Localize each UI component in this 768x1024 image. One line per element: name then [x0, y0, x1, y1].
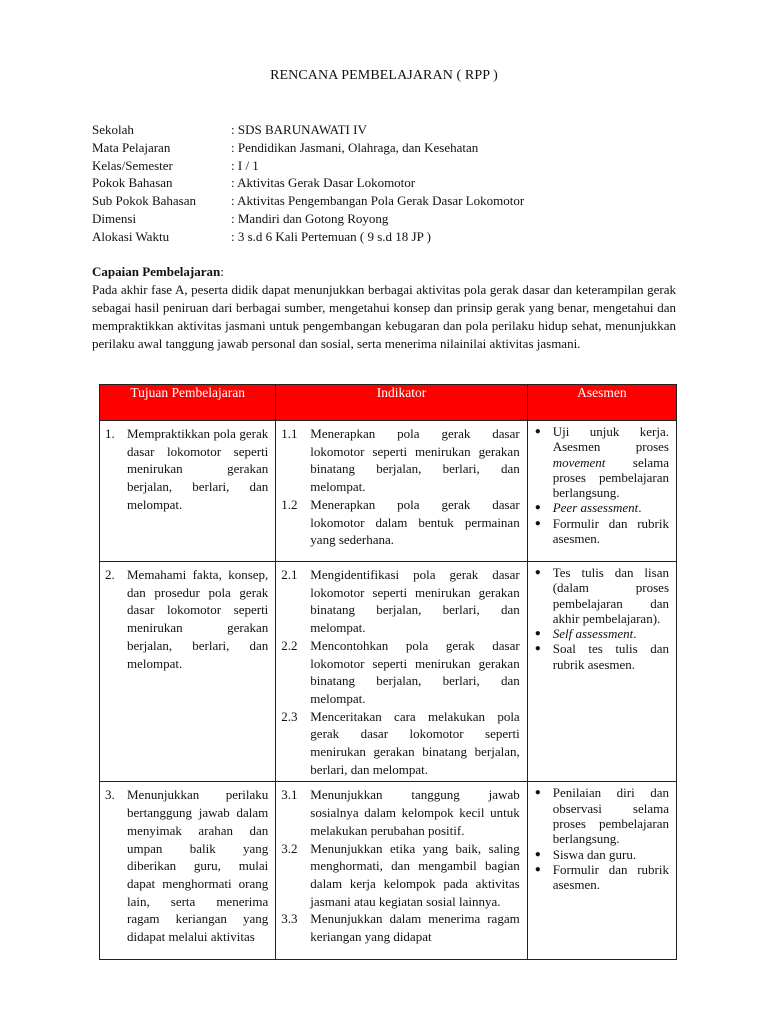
info-label: Sekolah	[92, 122, 134, 137]
asesmen-cell	[527, 782, 676, 960]
indicator-number: 1.2	[281, 496, 298, 512]
info-row-time	[92, 228, 692, 246]
asesmen-text: Soal tes tulis dan rubrik asesmen.	[552, 641, 669, 672]
info-row-subtopic	[92, 192, 692, 210]
indicator-text: Menerapkan pola gerak dasar lokomotor seperti menirukan gerakan binatang berjalan, berlari, dan melompat.	[310, 426, 520, 495]
info-label: Alokasi Waktu	[92, 228, 170, 244]
indicator-number: 2.1	[281, 567, 298, 582]
asesmen-italic: Self assessment	[552, 626, 634, 642]
row-number: 2.	[105, 567, 115, 582]
indicator-text: Menunjukkan etika yang baik, saling menghormati, dan mengambil bagian dalam kerja kelompok pada aktivitas jasmani atau kegiatan sosial lainnya.	[310, 840, 520, 909]
asesmen-text: .	[638, 500, 642, 516]
header-asesmen: Asesmen	[527, 385, 676, 421]
list-item	[281, 786, 519, 839]
list-item	[535, 424, 669, 500]
table-row	[100, 562, 677, 782]
info-value: : Pendidikan Jasmani, Olahraga, dan Kesehatan	[231, 139, 479, 155]
table-row	[100, 421, 677, 562]
bullet-icon: ●	[534, 567, 541, 578]
info-value: : Aktivitas Pengembangan Pola Gerak Dasar Lokomotor	[231, 193, 525, 209]
indicator-number: 3.3	[281, 911, 298, 927]
info-row-topic	[92, 174, 692, 192]
info-value: : Mandiri dan Gotong Royong	[231, 210, 389, 226]
lesson-plan-table	[99, 384, 677, 960]
learning-outcome-heading: Capaian Pembelajaran	[92, 264, 221, 279]
indicator-text: Menerapkan pola gerak dasar lokomotor dalam bentuk permainan yang sederhana.	[310, 496, 520, 548]
asesmen-italic: movement	[552, 454, 606, 470]
bullet-icon: ●	[534, 643, 541, 655]
bullet-icon: ●	[534, 502, 541, 514]
list-item	[281, 566, 519, 637]
list-item	[281, 708, 519, 779]
info-row-school	[92, 121, 692, 139]
list-item	[535, 500, 669, 515]
bullet-icon: ●	[534, 848, 541, 860]
info-row-subject	[92, 139, 692, 157]
tujuan-text: Memahami fakta, konsep, dan prosedur pola gerak dasar lokomotor seperti menirukan gerakan berjalan, berlari, dan melompat.	[127, 567, 269, 671]
info-row-class	[92, 157, 692, 175]
tujuan-cell	[100, 782, 276, 960]
list-item	[281, 637, 519, 708]
row-number: 1.	[105, 426, 115, 441]
asesmen-text: .	[633, 626, 637, 642]
info-label: Kelas/Semester	[92, 157, 173, 173]
list-item	[535, 862, 669, 893]
indikator-cell	[276, 782, 527, 960]
info-value: : SDS BARUNAWATI IV	[231, 122, 367, 137]
asesmen-italic: Peer assessment	[552, 500, 639, 516]
tujuan-text: Mempraktikkan pola gerak dasar lokomotor seperti menirukan gerakan berjalan, berlari, dan melompat.	[127, 426, 269, 512]
list-item	[281, 840, 519, 911]
info-label: Pokok Bahasan	[92, 175, 173, 191]
asesmen-text: Penilaian diri dan observasi selama proses pembelajaran berlangsung.	[552, 785, 669, 847]
learning-outcome-section	[92, 263, 676, 353]
header-indikator: Indikator	[276, 385, 527, 421]
learning-outcome-text: Pada akhir fase A, peserta didik dapat menunjukkan berbagai aktivitas pola gerak dasar dan keterampilan gerak sebagai hasil peniruan dari berbagai sumber, mengetahui konsep dan prinsip gerak yang benar, mengetahui dan mempraktikkan aktivitas jasmani untuk pengembangan kebugaran dan pola perilaku hidup sehat, menunjukkan perilaku awal tanggung jawab personal dan sosial, serta menerima nilainilai aktivitas jasmani.	[92, 282, 676, 351]
info-value: : I / 1	[231, 157, 259, 173]
asesmen-text: Formulir dan rubrik asesmen.	[552, 515, 669, 547]
document-title: RENCANA PEMBELAJARAN ( RPP )	[270, 68, 498, 83]
info-value: : Aktivitas Gerak Dasar Lokomotor	[231, 175, 416, 191]
indicator-text: Menunjukkan dalam menerima ragam keriangan yang didapat	[310, 911, 520, 945]
identity-block	[92, 121, 692, 246]
tujuan-cell	[100, 562, 276, 782]
list-item	[535, 626, 669, 641]
list-item	[535, 641, 669, 672]
indicator-text: Menceritakan cara melakukan pola gerak dasar lokomotor seperti menirukan gerakan binatang berjalan, berlari, dan melompat.	[310, 708, 520, 777]
table-header-row	[100, 385, 677, 421]
indicator-text: Mencontohkan pola gerak dasar lokomotor seperti menirukan gerakan binatang berjalan, berlari, dan melompat.	[310, 637, 520, 706]
bullet-icon: ●	[534, 863, 541, 875]
info-label: Sub Pokok Bahasan	[92, 193, 196, 209]
asesmen-text: Formulir dan rubrik asesmen.	[552, 861, 669, 893]
header-tujuan: Tujuan Pembelajaran	[100, 385, 276, 421]
bullet-icon: ●	[534, 426, 541, 437]
list-item	[535, 785, 669, 846]
asesmen-text: Siswa dan guru.	[552, 846, 637, 862]
list-item	[535, 565, 669, 626]
tujuan-text: Menunjukkan perilaku bertanggung jawab dalam menyimak arahan dan umpan balik yang diberikan guru, mulai dapat menghormati orang lain, serta menerima ragam keriangan yang didapat melalui aktivitas	[127, 787, 269, 945]
indicator-number: 3.2	[281, 840, 298, 856]
indikator-cell	[276, 421, 527, 562]
indicator-number: 2.3	[281, 708, 298, 724]
info-value: : 3 s.d 6 Kali Pertemuan ( 9 s.d 18 JP )	[231, 228, 431, 244]
list-item	[535, 516, 669, 547]
asesmen-text: Tes tulis dan lisan (dalam proses pembelajaran dan akhir pembelajaran).	[552, 565, 669, 626]
indikator-cell	[276, 562, 527, 782]
indicator-number: 2.2	[281, 637, 298, 653]
bullet-icon: ●	[534, 787, 541, 799]
indicator-number: 1.1	[281, 426, 298, 441]
row-number: 3.	[105, 787, 115, 803]
asesmen-text: selama proses pembelajaran berlangsung.	[552, 454, 669, 501]
indicator-number: 3.1	[281, 787, 298, 803]
tujuan-cell	[100, 421, 276, 562]
info-row-dimension	[92, 210, 692, 228]
list-item	[281, 910, 519, 945]
bullet-icon: ●	[534, 628, 541, 640]
info-label: Mata Pelajaran	[92, 139, 171, 155]
bullet-icon: ●	[534, 517, 541, 529]
table-row	[100, 782, 677, 960]
heading-colon: :	[220, 264, 224, 279]
asesmen-cell	[527, 562, 676, 782]
indicator-text: Menunjukkan tanggung jawab sosialnya dalam kelompok kecil untuk melakukan perubahan positif.	[310, 787, 520, 838]
list-item	[281, 496, 519, 549]
indicator-text: Mengidentifikasi pola gerak dasar lokomotor seperti menirukan gerakan binatang berjalan, berlari, dan melompat.	[310, 567, 520, 636]
asesmen-text: Uji unjuk kerja. Asesmen proses	[552, 424, 669, 455]
asesmen-cell	[527, 421, 676, 562]
list-item	[281, 425, 519, 496]
info-label: Dimensi	[92, 210, 137, 226]
list-item	[535, 847, 669, 862]
